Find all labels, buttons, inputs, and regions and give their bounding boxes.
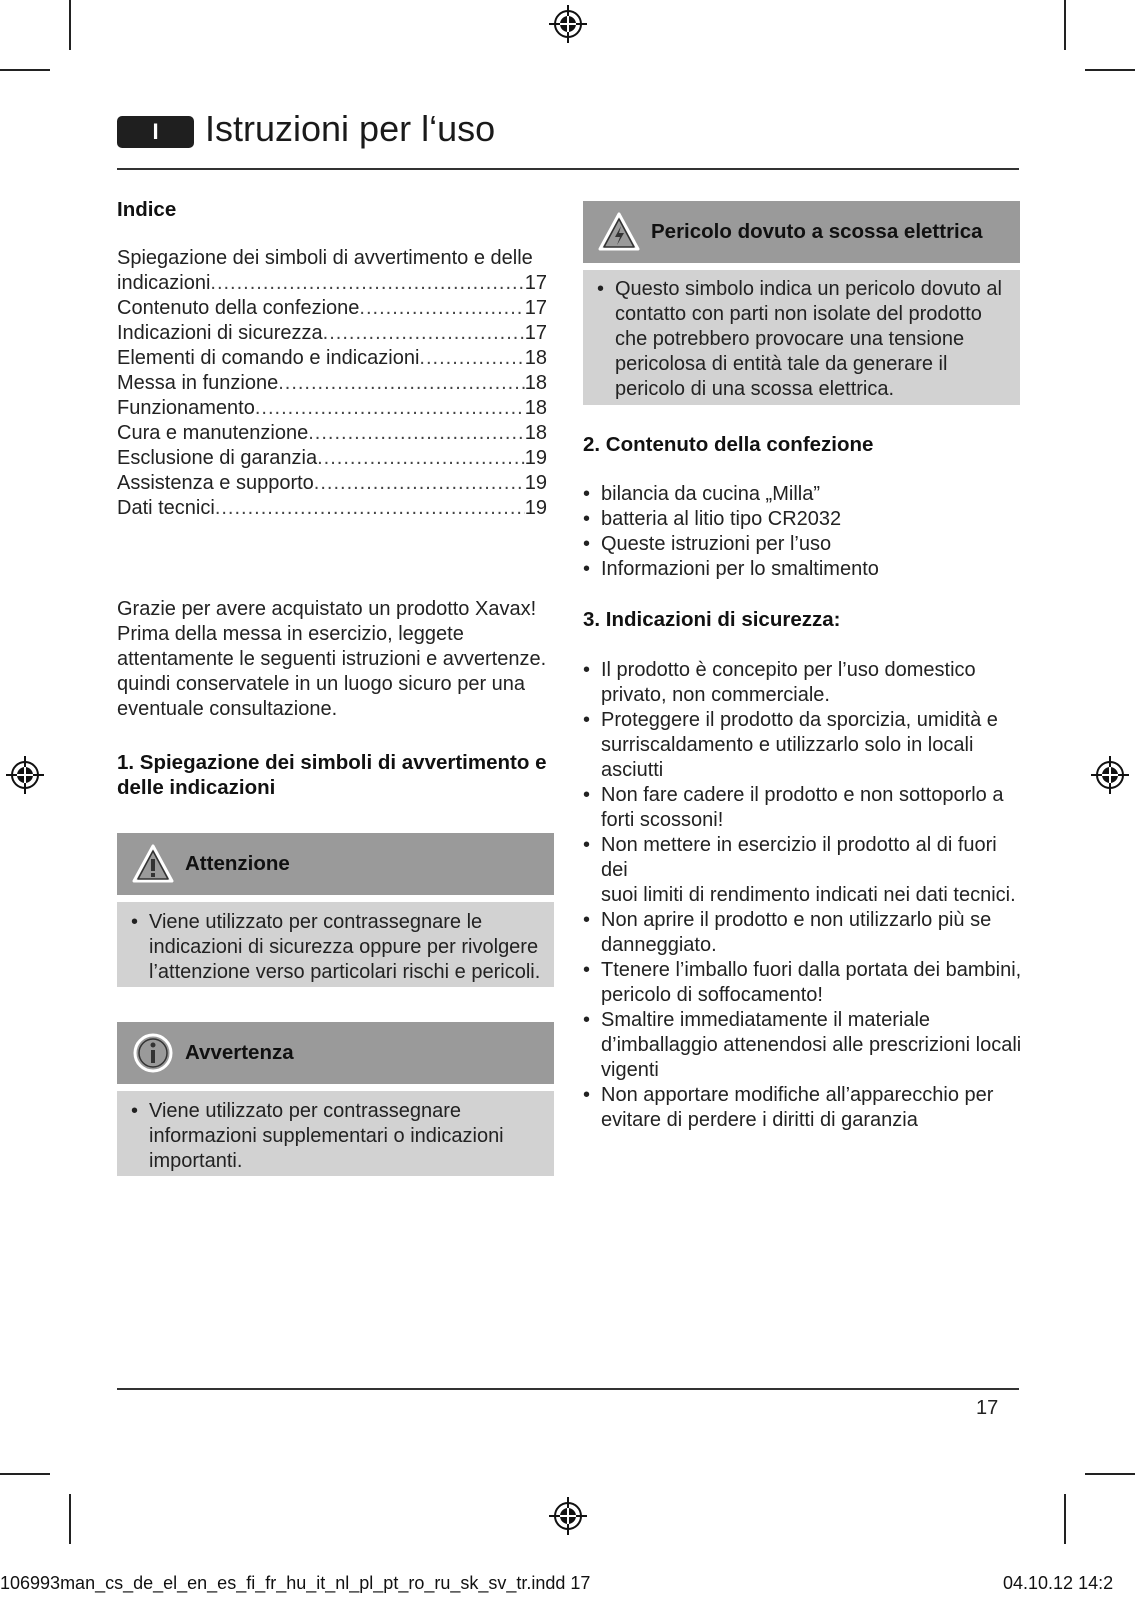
registration-mark-icon [1091,756,1129,794]
toc-entry [117,371,547,396]
toc-entry-label: Assistenza e supporto [117,472,314,494]
table-of-contents [117,246,547,521]
toc-entry-page: 18 [524,397,547,419]
toc-heading: Indice [117,198,177,221]
section2-heading: 2. Contenuto della confezione [583,433,874,456]
registration-mark-icon [6,756,44,794]
toc-entry-label: Contenuto della confezione [117,297,360,319]
safety-list [583,658,1023,1133]
list-item: • Non fare cadere il prodotto e non sottoporlo a forti scossoni! [583,783,1023,833]
list-item: • Viene utilizzato per contrassegnare informazioni supplementari o indicazioni importanti. [131,1099,554,1174]
toc-entry-page: 18 [524,422,547,444]
crop-mark [1085,1473,1135,1475]
shock-box-header [583,201,1020,263]
list-item: • Informazioni per lo smaltimento [583,557,1023,582]
note-box-header [117,1022,554,1084]
section1-heading: 1. Spiegazione dei simboli di avvertimento e delle indicazioni [117,751,547,799]
list-item: • Il prodotto è concepito per l’uso domestico privato, non commerciale. [583,658,1023,708]
toc-entry [117,496,547,521]
package-contents-list [583,482,1023,582]
print-slug-file: 106993man_cs_de_el_en_es_fi_fr_hu_it_nl_pl_pt_ro_ru_sk_sv_tr.indd 17 [0,1573,591,1593]
toc-entry [117,271,547,296]
toc-entry-page: 17 [524,322,547,344]
electric-shock-triangle-icon [597,211,641,253]
toc-entry [117,421,547,446]
crop-mark [1085,69,1135,71]
note-label: Avvertenza [185,1041,294,1064]
attention-box-header [117,833,554,895]
list-item: • Proteggere il prodotto da sporcizia, umidità e surriscaldamento e utilizzarlo solo in locali asciutti [583,708,1023,783]
crop-mark [1064,1494,1066,1544]
section3-heading: 3. Indicazioni di sicurezza: [583,608,841,631]
note-box-body [117,1091,554,1176]
print-slug-date: 04.10.12 14:2 [1003,1573,1114,1593]
page-title: Istruzioni per l‘uso [205,108,496,149]
attention-label: Attenzione [185,852,290,875]
toc-entry [117,346,547,371]
toc-entry-label: Esclusione di garanzia [117,447,318,469]
shock-box-body [583,270,1020,405]
registration-mark-icon [549,1497,587,1535]
list-item: • batteria al litio tipo CR2032 [583,507,1023,532]
toc-entry-label: Cura e manutenzione [117,422,309,444]
crop-mark [1064,0,1066,50]
registration-mark-icon [549,5,587,43]
toc-entry-label: Dati tecnici [117,497,215,519]
list-item: • bilancia da cucina „Milla” [583,482,1023,507]
toc-entry-page: 19 [524,447,547,469]
list-item: • Queste istruzioni per l’uso [583,532,1023,557]
warning-triangle-icon [131,843,175,885]
toc-entry-label: Indicazioni di sicurezza [117,322,323,344]
toc-entry-page: 17 [524,272,547,294]
toc-entry-page: 19 [524,472,547,494]
list-item: • Non apportare modifiche all’apparecchio per evitare di perdere i diritti di garanzia [583,1083,1023,1133]
toc-entry-label: Messa in funzione [117,372,279,394]
toc-entry [117,321,547,346]
language-tab: I [117,116,194,148]
header-rule [117,168,1019,170]
info-circle-icon [131,1031,175,1075]
toc-first-line: Spiegazione dei simboli di avvertimento e delle [117,247,533,269]
toc-entry-page: 18 [524,372,547,394]
toc-entry-page: 19 [524,497,547,519]
toc-entry [117,296,547,321]
shock-label: Pericolo dovuto a scossa elettrica [651,220,983,243]
page-number: 17 [976,1397,999,1419]
toc-entry-page: 18 [524,347,547,369]
intro-paragraph: Grazie per avere acquistato un prodotto Xavax! Prima della messa in esercizio, leggete attentamente le seguenti istruzioni e avvertenze. quindi conservatele in un luogo sicuro per una eventuale consultazione. [117,598,547,720]
crop-mark [69,1494,71,1544]
list-item: • Non aprire il prodotto e non utilizzarlo più se danneggiato. [583,908,1023,958]
list-item: • Viene utilizzato per contrassegnare le indicazioni di sicurezza oppure per rivolgere l’attenzione verso particolari rischi e pericoli. [131,910,554,985]
toc-entry [117,471,547,496]
toc-entry [117,446,547,471]
toc-entry-page: 17 [524,297,547,319]
list-item: • Non mettere in esercizio il prodotto al di fuori dei suoi limiti di rendimento indicati nei dati tecnici. [583,833,1023,908]
toc-entry [117,396,547,421]
footer-rule [117,1388,1019,1390]
crop-mark [69,0,71,50]
attention-box-body [117,902,554,987]
crop-mark [0,1473,50,1475]
list-item: • Ttenere l’imballo fuori dalla portata dei bambini, pericolo di soffocamento! [583,958,1023,1008]
crop-mark [0,69,50,71]
toc-entry-label: Elementi di comando e indicazioni [117,347,420,369]
list-item: • Questo simbolo indica un pericolo dovuto al contatto con parti non isolate del prodotto che potrebbero provocare una tensione pericolosa di entità tale da generare il pericolo di una scossa elettrica. [597,277,1020,402]
toc-entry-label: indicazioni [117,272,211,294]
toc-entry-label: Funzionamento [117,397,255,419]
list-item: • Smaltire immediatamente il materiale d’imballaggio attenendosi alle prescrizioni locali vigenti [583,1008,1023,1083]
